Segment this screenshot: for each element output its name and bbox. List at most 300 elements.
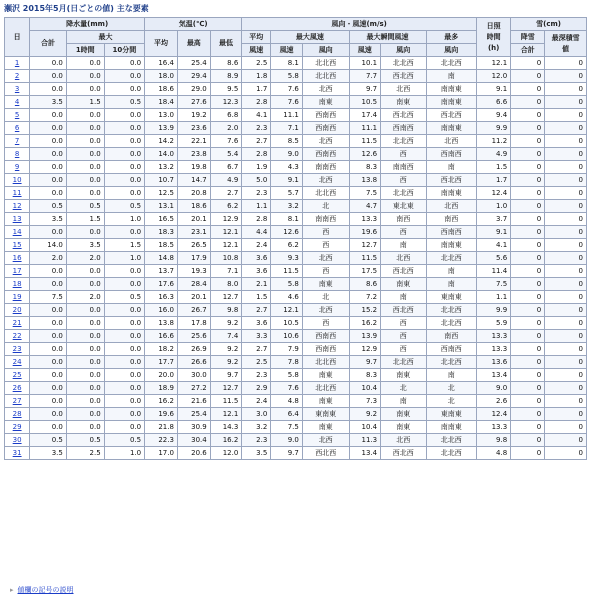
wind-most-dir-cell: 北北西 [426,434,477,447]
temp-max-cell: 23.6 [177,122,210,135]
header-wind-gust: 最大瞬間風速 [349,31,426,44]
snowfall-cell: 0 [511,265,545,278]
wind-gust-dir-cell: 西北西 [381,447,426,460]
snowfall-cell: 0 [511,330,545,343]
snow-depth-cell: 0 [545,174,587,187]
temp-avg-cell: 16.6 [145,330,178,343]
sunshine-cell: 9.1 [477,226,511,239]
header-wind-gust-dir: 風向 [381,44,426,57]
temp-avg-cell: 21.8 [145,421,178,434]
day-link[interactable]: 24 [12,357,22,366]
temp-min-cell: 6.8 [210,109,242,122]
wind-gust-speed-cell: 7.3 [349,395,381,408]
wind-most-dir-cell: 北 [426,382,477,395]
table-row [5,343,587,356]
day-link[interactable]: 13 [12,214,22,223]
wind-max-speed-cell: 7.9 [271,343,303,356]
snow-depth-cell: 0 [545,200,587,213]
day-cell [5,161,30,174]
snow-depth-cell: 0 [545,57,587,70]
day-link[interactable]: 20 [12,305,22,314]
temp-min-cell: 12.1 [210,408,242,421]
table-row [5,408,587,421]
precip-total-cell: 0.0 [30,343,67,356]
snowfall-cell: 0 [511,252,545,265]
temp-avg-cell: 13.7 [145,265,178,278]
snow-depth-cell: 0 [545,96,587,109]
sunshine-cell: 9.9 [477,122,511,135]
day-cell [5,252,30,265]
wind-gust-speed-cell: 9.7 [349,356,381,369]
precip-total-cell: 0.0 [30,421,67,434]
sunshine-cell: 11.2 [477,135,511,148]
temp-max-cell: 25.4 [177,408,210,421]
snowfall-cell: 0 [511,96,545,109]
temp-avg-cell: 20.0 [145,369,178,382]
wind-gust-speed-cell: 17.4 [349,109,381,122]
wind-most-dir-cell: 南南東 [426,187,477,200]
precip-total-cell: 3.5 [30,96,67,109]
wind-max-dir-cell: 北 [302,200,349,213]
precip-total-cell: 0.0 [30,408,67,421]
table-row [5,356,587,369]
day-link[interactable]: 30 [12,435,22,444]
day-link[interactable]: 19 [12,292,22,301]
wind-gust-dir-cell: 南 [381,239,426,252]
temp-max-cell: 21.6 [177,395,210,408]
wind-max-dir-cell: 西 [302,239,349,252]
day-link[interactable]: 26 [12,383,22,392]
temp-max-cell: 14.7 [177,174,210,187]
snow-depth-cell: 0 [545,408,587,421]
snowfall-cell: 0 [511,148,545,161]
temp-min-cell: 11.5 [210,395,242,408]
precip-total-cell: 0.0 [30,70,67,83]
temp-min-cell: 9.7 [210,369,242,382]
wind-most-dir-cell: 南南東 [426,239,477,252]
snowfall-cell: 0 [511,239,545,252]
temp-max-cell: 29.0 [177,83,210,96]
day-link[interactable]: 11 [12,188,22,197]
sunshine-cell: 5.6 [477,252,511,265]
wind-avg-cell: 2.8 [242,96,271,109]
wind-most-dir-cell: 西北西 [426,174,477,187]
snowfall-cell: 0 [511,343,545,356]
wind-max-dir-cell: 西南西 [302,343,349,356]
snow-depth-cell: 0 [545,83,587,96]
temp-min-cell: 2.7 [210,187,242,200]
precip-10m-cell: 0.0 [104,265,144,278]
temp-max-cell: 30.9 [177,421,210,434]
wind-gust-speed-cell: 12.9 [349,343,381,356]
table-row [5,135,587,148]
table-row [5,96,587,109]
sunshine-cell: 1.1 [477,291,511,304]
day-link[interactable]: 15 [12,240,22,249]
wind-avg-cell: 2.4 [242,239,271,252]
snowfall-cell: 0 [511,447,545,460]
wind-max-speed-cell: 5.8 [271,369,303,382]
table-row [5,213,587,226]
table-row [5,291,587,304]
header-precip-10m: 10分間 [104,44,144,57]
snow-depth-cell: 0 [545,278,587,291]
wind-max-speed-cell: 6.2 [271,239,303,252]
precip-10m-cell: 0.0 [104,83,144,96]
temp-avg-cell: 12.5 [145,187,178,200]
header-temp: 気温(℃) [145,18,242,31]
wind-max-speed-cell: 5.8 [271,70,303,83]
header-sun: 日照 時間 (h) [477,18,511,57]
precip-1h-cell: 0.0 [66,265,104,278]
wind-avg-cell: 2.8 [242,148,271,161]
precip-total-cell: 2.0 [30,252,67,265]
day-link[interactable]: 22 [12,331,22,340]
day-cell [5,382,30,395]
snow-depth-cell: 0 [545,148,587,161]
wind-gust-dir-cell: 南東 [381,421,426,434]
precip-1h-cell: 0.0 [66,226,104,239]
day-cell [5,434,30,447]
snowfall-cell: 0 [511,200,545,213]
day-link[interactable]: 23 [12,344,22,353]
precip-10m-cell: 0.0 [104,148,144,161]
precip-10m-cell: 0.0 [104,109,144,122]
table-row [5,252,587,265]
wind-gust-speed-cell: 13.8 [349,174,381,187]
temp-max-cell: 27.2 [177,382,210,395]
wind-max-speed-cell: 6.4 [271,408,303,421]
wind-gust-speed-cell: 15.2 [349,304,381,317]
snow-depth-cell: 0 [545,317,587,330]
header-wind-most: 最多 [426,31,477,44]
precip-10m-cell: 0.0 [104,382,144,395]
snowfall-cell: 0 [511,408,545,421]
snowfall-cell: 0 [511,369,545,382]
snowfall-cell: 0 [511,122,545,135]
day-link[interactable]: 8 [14,149,20,158]
wind-most-dir-cell: 南南東 [426,421,477,434]
day-link[interactable]: 14 [12,227,22,236]
precip-1h-cell: 0.0 [66,83,104,96]
precip-1h-cell: 1.5 [66,213,104,226]
precip-1h-cell: 0.0 [66,109,104,122]
temp-max-cell: 25.6 [177,330,210,343]
snow-depth-cell: 0 [545,252,587,265]
day-link[interactable]: 9 [14,162,20,171]
day-link[interactable]: 28 [12,409,22,418]
table-row [5,226,587,239]
snow-depth-cell: 0 [545,70,587,83]
precip-1h-cell: 0.0 [66,421,104,434]
wind-avg-cell: 2.3 [242,369,271,382]
wind-avg-cell: 2.5 [242,57,271,70]
temp-avg-cell: 18.6 [145,83,178,96]
wind-gust-speed-cell: 10.1 [349,57,381,70]
snow-depth-cell: 0 [545,291,587,304]
wind-max-speed-cell: 9.1 [271,174,303,187]
temp-avg-cell: 13.9 [145,122,178,135]
day-link[interactable]: 7 [14,136,20,145]
temp-min-cell: 12.7 [210,382,242,395]
temp-max-cell: 27.6 [177,96,210,109]
wind-gust-dir-cell: 西北西 [381,70,426,83]
sunshine-cell: 4.9 [477,148,511,161]
day-link[interactable]: 18 [12,279,22,288]
day-link[interactable]: 25 [12,370,22,379]
footer [10,585,74,595]
precip-1h-cell: 0.0 [66,408,104,421]
precip-total-cell: 0.5 [30,200,67,213]
wind-most-dir-cell: 南 [426,265,477,278]
temp-avg-cell: 10.7 [145,174,178,187]
wind-gust-dir-cell: 西 [381,174,426,187]
table-row [5,278,587,291]
wind-avg-cell: 3.6 [242,252,271,265]
table-row [5,239,587,252]
precip-1h-cell: 0.0 [66,304,104,317]
wind-gust-dir-cell: 北西 [381,434,426,447]
symbol-explanation-link[interactable]: 値欄の記号の説明 [17,586,74,594]
precip-total-cell: 0.5 [30,434,67,447]
sunshine-cell: 13.3 [477,421,511,434]
day-link[interactable]: 6 [14,123,20,132]
snow-depth-cell: 0 [545,226,587,239]
wind-avg-cell: 2.3 [242,434,271,447]
day-link[interactable]: 31 [12,448,22,457]
precip-1h-cell: 0.0 [66,330,104,343]
temp-min-cell: 4.9 [210,174,242,187]
day-link[interactable]: 4 [14,97,20,106]
header-precip: 降水量(mm) [30,18,145,31]
sunshine-cell: 5.9 [477,317,511,330]
day-cell [5,304,30,317]
table-row [5,265,587,278]
precip-1h-cell: 0.0 [66,57,104,70]
header-wind-gust-speed: 風速 [349,44,381,57]
precip-1h-cell: 3.5 [66,239,104,252]
temp-max-cell: 26.5 [177,239,210,252]
table-row [5,57,587,70]
day-link[interactable]: 2 [14,71,20,80]
temp-avg-cell: 13.2 [145,161,178,174]
table-row [5,122,587,135]
wind-max-speed-cell: 7.1 [271,122,303,135]
sunshine-cell: 6.6 [477,96,511,109]
wind-max-speed-cell: 4.3 [271,161,303,174]
precip-1h-cell: 0.0 [66,148,104,161]
precip-total-cell: 0.0 [30,304,67,317]
day-link[interactable]: 27 [12,396,22,405]
temp-avg-cell: 16.3 [145,291,178,304]
temp-min-cell: 10.8 [210,252,242,265]
precip-10m-cell: 0.0 [104,369,144,382]
snow-depth-cell: 0 [545,239,587,252]
precip-10m-cell: 0.0 [104,330,144,343]
temp-avg-cell: 19.6 [145,408,178,421]
day-link[interactable]: 3 [14,84,20,93]
temp-min-cell: 2.0 [210,122,242,135]
wind-most-dir-cell: 南南東 [426,96,477,109]
precip-total-cell: 0.0 [30,356,67,369]
sunshine-cell: 1.0 [477,200,511,213]
precip-1h-cell: 1.5 [66,96,104,109]
snow-depth-cell: 0 [545,135,587,148]
day-cell [5,213,30,226]
temp-min-cell: 5.4 [210,148,242,161]
precip-1h-cell: 2.5 [66,447,104,460]
day-link[interactable]: 29 [12,422,22,431]
wind-gust-dir-cell: 西 [381,148,426,161]
temp-avg-cell: 18.3 [145,226,178,239]
wind-max-speed-cell: 9.0 [271,434,303,447]
wind-gust-speed-cell: 10.5 [349,96,381,109]
day-link[interactable]: 16 [12,253,22,262]
precip-10m-cell: 1.0 [104,252,144,265]
temp-avg-cell: 14.2 [145,135,178,148]
wind-most-dir-cell: 北北西 [426,57,477,70]
wind-max-dir-cell: 北 [302,291,349,304]
day-link[interactable]: 1 [14,58,20,67]
wind-gust-dir-cell: 西 [381,343,426,356]
day-link[interactable]: 5 [14,110,20,119]
table-row [5,382,587,395]
wind-avg-cell: 2.7 [242,304,271,317]
snowfall-cell: 0 [511,57,545,70]
snowfall-cell: 0 [511,291,545,304]
wind-max-dir-cell: 南東 [302,421,349,434]
wind-most-dir-cell: 西南西 [426,226,477,239]
precip-total-cell: 3.5 [30,447,67,460]
wind-gust-dir-cell: 西南西 [381,122,426,135]
snowfall-cell: 0 [511,174,545,187]
wind-max-speed-cell: 9.0 [271,148,303,161]
wind-max-dir-cell: 西北西 [302,447,349,460]
sunshine-cell: 13.3 [477,343,511,356]
wind-most-dir-cell: 北 [426,395,477,408]
day-link[interactable]: 17 [12,266,22,275]
day-link[interactable]: 21 [12,318,22,327]
day-cell [5,278,30,291]
sunshine-cell: 12.1 [477,57,511,70]
precip-10m-cell: 0.0 [104,135,144,148]
wind-max-dir-cell: 南南西 [302,213,349,226]
wind-most-dir-cell: 南 [426,369,477,382]
wind-gust-speed-cell: 12.6 [349,148,381,161]
temp-max-cell: 17.8 [177,317,210,330]
wind-max-dir-cell: 南東 [302,278,349,291]
wind-gust-speed-cell: 4.7 [349,200,381,213]
wind-gust-dir-cell: 北北西 [381,356,426,369]
table-row [5,447,587,460]
day-cell [5,317,30,330]
wind-max-dir-cell: 北北西 [302,70,349,83]
precip-1h-cell: 0.0 [66,356,104,369]
wind-gust-speed-cell: 10.4 [349,382,381,395]
precip-1h-cell: 0.0 [66,382,104,395]
precip-total-cell: 0.0 [30,83,67,96]
temp-min-cell: 9.2 [210,343,242,356]
temp-max-cell: 29.4 [177,70,210,83]
snow-depth-cell: 0 [545,330,587,343]
header-temp-max: 最高 [177,31,210,57]
wind-max-dir-cell: 西 [302,226,349,239]
temp-max-cell: 18.6 [177,200,210,213]
precip-total-cell: 7.5 [30,291,67,304]
snow-depth-cell: 0 [545,447,587,460]
footer-bullet-icon: ▸ [10,586,14,594]
sunshine-cell: 12.4 [477,408,511,421]
wind-max-dir-cell: 西南西 [302,330,349,343]
table-row [5,200,587,213]
wind-avg-cell: 2.7 [242,135,271,148]
snowfall-cell: 0 [511,317,545,330]
wind-max-speed-cell: 10.5 [271,317,303,330]
day-link[interactable]: 10 [12,175,22,184]
snowfall-cell: 0 [511,304,545,317]
wind-gust-dir-cell: 南西 [381,213,426,226]
table-row [5,83,587,96]
day-cell [5,447,30,460]
day-link[interactable]: 12 [12,201,22,210]
wind-gust-speed-cell: 13.3 [349,213,381,226]
snow-depth-cell: 0 [545,343,587,356]
precip-total-cell: 0.0 [30,265,67,278]
wind-most-dir-cell: 南西 [426,330,477,343]
wind-max-dir-cell: 北西 [302,83,349,96]
sunshine-cell: 4.1 [477,239,511,252]
temp-avg-cell: 18.5 [145,239,178,252]
wind-gust-speed-cell: 13.9 [349,330,381,343]
daily-weather-table [4,17,587,460]
wind-gust-dir-cell: 西 [381,226,426,239]
wind-gust-dir-cell: 南東 [381,96,426,109]
day-cell [5,109,30,122]
wind-max-speed-cell: 8.5 [271,135,303,148]
precip-1h-cell: 0.0 [66,135,104,148]
precip-total-cell: 0.0 [30,226,67,239]
temp-max-cell: 20.1 [177,213,210,226]
table-row [5,174,587,187]
wind-avg-cell: 4.1 [242,109,271,122]
snowfall-cell: 0 [511,382,545,395]
sunshine-cell: 9.8 [477,434,511,447]
precip-1h-cell: 0.0 [66,187,104,200]
day-cell [5,408,30,421]
snow-depth-cell: 0 [545,265,587,278]
temp-min-cell: 7.6 [210,135,242,148]
day-cell [5,83,30,96]
temp-avg-cell: 14.0 [145,148,178,161]
wind-gust-speed-cell: 12.7 [349,239,381,252]
sunshine-cell: 9.1 [477,83,511,96]
header-wind: 風向・風速(m/s) [242,18,477,31]
wind-gust-dir-cell: 西北西 [381,265,426,278]
wind-max-speed-cell: 8.1 [271,57,303,70]
wind-gust-speed-cell: 7.5 [349,187,381,200]
temp-max-cell: 19.3 [177,265,210,278]
precip-1h-cell: 0.0 [66,317,104,330]
wind-max-dir-cell: 北西 [302,304,349,317]
wind-gust-dir-cell: 南 [381,395,426,408]
snow-depth-cell: 0 [545,395,587,408]
wind-most-dir-cell: 北西 [426,200,477,213]
sunshine-cell: 13.3 [477,330,511,343]
snowfall-cell: 0 [511,395,545,408]
precip-10m-cell: 0.0 [104,421,144,434]
day-cell [5,70,30,83]
wind-gust-speed-cell: 11.3 [349,434,381,447]
